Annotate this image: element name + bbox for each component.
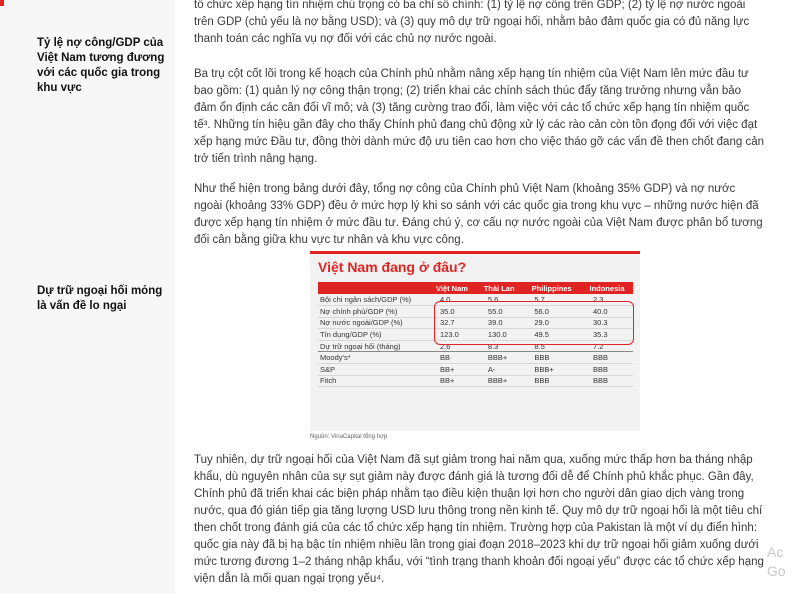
- sidebar-heading-reserves: Dự trữ ngoại hối mỏng là vấn đề lo ngại: [37, 285, 163, 312]
- table-cell: 5.6: [476, 294, 522, 306]
- table-cell: Dự trữ ngoại hối (tháng): [318, 340, 428, 352]
- table-cell: Fitch: [318, 375, 428, 387]
- table-cell: Tín dụng/GDP (%): [318, 329, 428, 341]
- table-cell: BBB+: [476, 352, 522, 364]
- table-cell: 4.0: [428, 294, 476, 306]
- table-cell: BBB: [522, 352, 581, 364]
- table-cell: 56.0: [522, 306, 581, 318]
- paragraph-reserves: Tuy nhiên, dự trữ ngoại hối của Việt Nam đã sụt giảm trong hai năm qua, xuống mức thấp hơn ba tháng nhập khẩu, dù nguyên nhân của sự sụt giảm này được đánh giá là tương đối dễ để Chính phủ khắc phục. Gần đây, Chính phủ đã triển khai các biện pháp nhằm tạo điều kiện thuận lợi hơn cho người dân giao dịch vàng trong nước, qua đó gián tiếp gia tăng lượng USD lưu thông trong nền kinh tế. Quy mô dự trữ ngoại hối là một tiêu chí then chốt trong đánh giá của các tổ chức xếp hạng tín nhiệm. Trường hợp của Pakistan là một ví dụ điển hình: quốc gia này đã bị hạ bậc tín nhiệm nhiều lần trong giai đoạn 2018–2023 khi dự trữ ngoại hối giảm xuống dưới mức tương đương 1–2 tháng nhập khẩu, với “tình trạng thanh khoản đối ngoại yếu” được các tổ chức xếp hạng viện dẫn là mối quan ngại trọng yếu⁴.: [194, 454, 764, 585]
- table-cell: BB+: [428, 364, 476, 376]
- activation-watermark: [767, 543, 791, 581]
- table-header-cell: Thái Lan: [476, 282, 522, 294]
- table-row: [318, 375, 633, 387]
- table-cell: A-: [476, 364, 522, 376]
- watermark-line: Go: [767, 563, 786, 579]
- table-cell: BBB: [581, 352, 633, 364]
- table-cell: BB+: [428, 375, 476, 387]
- sidebar: [0, 0, 175, 594]
- table-cell: 8.5: [522, 340, 581, 352]
- sidebar-accent-bar: [0, 0, 4, 6]
- sidebar-heading-debt: Tỷ lệ nợ công/GDP của Việt Nam tương đương với các quốc gia trong khu vực: [37, 37, 165, 94]
- table-cell: 8.3: [476, 340, 522, 352]
- table-cell: BBB: [581, 364, 633, 376]
- table-cell: Nợ chính phủ/GDP (%): [318, 306, 428, 318]
- table-cell: 2.6: [428, 340, 476, 352]
- table-cell: BBB+: [522, 364, 581, 376]
- table-cell: Bội chi ngân sách/GDP (%): [318, 294, 428, 306]
- table-cell: Moody's*: [318, 352, 428, 364]
- table-cell: 35.0: [428, 306, 476, 318]
- table-cell: 123.0: [428, 329, 476, 341]
- table-cell: Nợ nước ngoài/GDP (%): [318, 317, 428, 329]
- paragraph-comparison: Như thể hiện trong bảng dưới đây, tổng nợ công của Chính phủ Việt Nam (khoảng 35% GDP) và nợ nước ngoài (khoảng 33% GDP) đều ở mức hợp lý khi so sánh với các quốc gia trong khu vực – những nước hiện đã được xếp hạng tín nhiệm ở mức đầu tư. Đáng chú ý, cơ cấu nợ nước ngoài của Việt Nam được phân bổ tương đối cân bằng giữa khu vực tư nhân và khu vực công.: [194, 183, 763, 246]
- table-cell: 32.7: [428, 317, 476, 329]
- table-header-row: [318, 282, 633, 294]
- table-cell: 30.3: [581, 317, 633, 329]
- figure-source: Nguồn: VinaCapital tổng hợp: [310, 434, 388, 440]
- table-cell: 40.0: [581, 306, 633, 318]
- table-cell: BB: [428, 352, 476, 364]
- paragraph-intro: tố chức xếp hạng tín nhiệm chú trọng có ba chỉ số chính: (1) tỷ lệ nợ công trên GDP; (2) tỷ lệ nợ nước ngoài trên GDP (chủ yếu là nợ bằng USD); và (3) quy mô dự trữ ngoại hối, nhằm bảo đảm quốc gia có đủ năng lực thanh toán các nghĩa vụ nợ đối với các chủ nợ nước ngoài.: [194, 0, 750, 45]
- table-header-cell: Việt Nam: [428, 282, 476, 294]
- table-header-cell: Philippines: [522, 282, 581, 294]
- table-cell: BBB+: [476, 375, 522, 387]
- table-cell: 55.0: [476, 306, 522, 318]
- table-cell: BBB: [581, 375, 633, 387]
- table-row: [318, 352, 633, 364]
- table-cell: 5.7: [522, 294, 581, 306]
- table-cell: S&P: [318, 364, 428, 376]
- table-cell: 7.2: [581, 340, 633, 352]
- debt-highlight-box: [434, 301, 634, 345]
- watermark-line: Ac: [767, 544, 784, 560]
- table-row: [318, 364, 633, 376]
- table-cell: 39.0: [476, 317, 522, 329]
- paragraph-pillars: Ba trụ cột cốt lõi trong kế hoạch của Chính phủ nhằm nâng xếp hạng tín nhiệm của Việt Nam lên mức đầu tư bao gồm: (1) quản lý nợ công thận trọng; (2) triển khai các chính sách thúc đẩy tăng trưởng nhưng vẫn bảo đảm ổn định các cân đối vĩ mô; và (3) tăng cường trao đổi, làm việc với các tổ chức xếp hạng tín nhiệm quốc tế³. Những tín hiệu gần đây cho thấy Chính phủ đang chủ động xử lý các rào cản còn tồn đọng đối với việc đạt xếp hạng mức Đầu tư, đồng thời dành mức độ ưu tiên cao hơn cho việc tháo gỡ các vấn đề then chốt đang cản trở tiến trình nâng hạng.: [194, 68, 764, 165]
- table-header-cell: Indonesia: [581, 282, 633, 294]
- comparison-figure: [310, 251, 640, 431]
- table-header-cell: [318, 282, 428, 294]
- table-cell: 2.3: [581, 294, 633, 306]
- table-cell: BBB: [522, 375, 581, 387]
- table-cell: 29.0: [522, 317, 581, 329]
- table-cell: 130.0: [476, 329, 522, 341]
- table-cell: 35.3: [581, 329, 633, 341]
- table-cell: 49.5: [522, 329, 581, 341]
- figure-title: Việt Nam đang ở đâu?: [318, 259, 467, 275]
